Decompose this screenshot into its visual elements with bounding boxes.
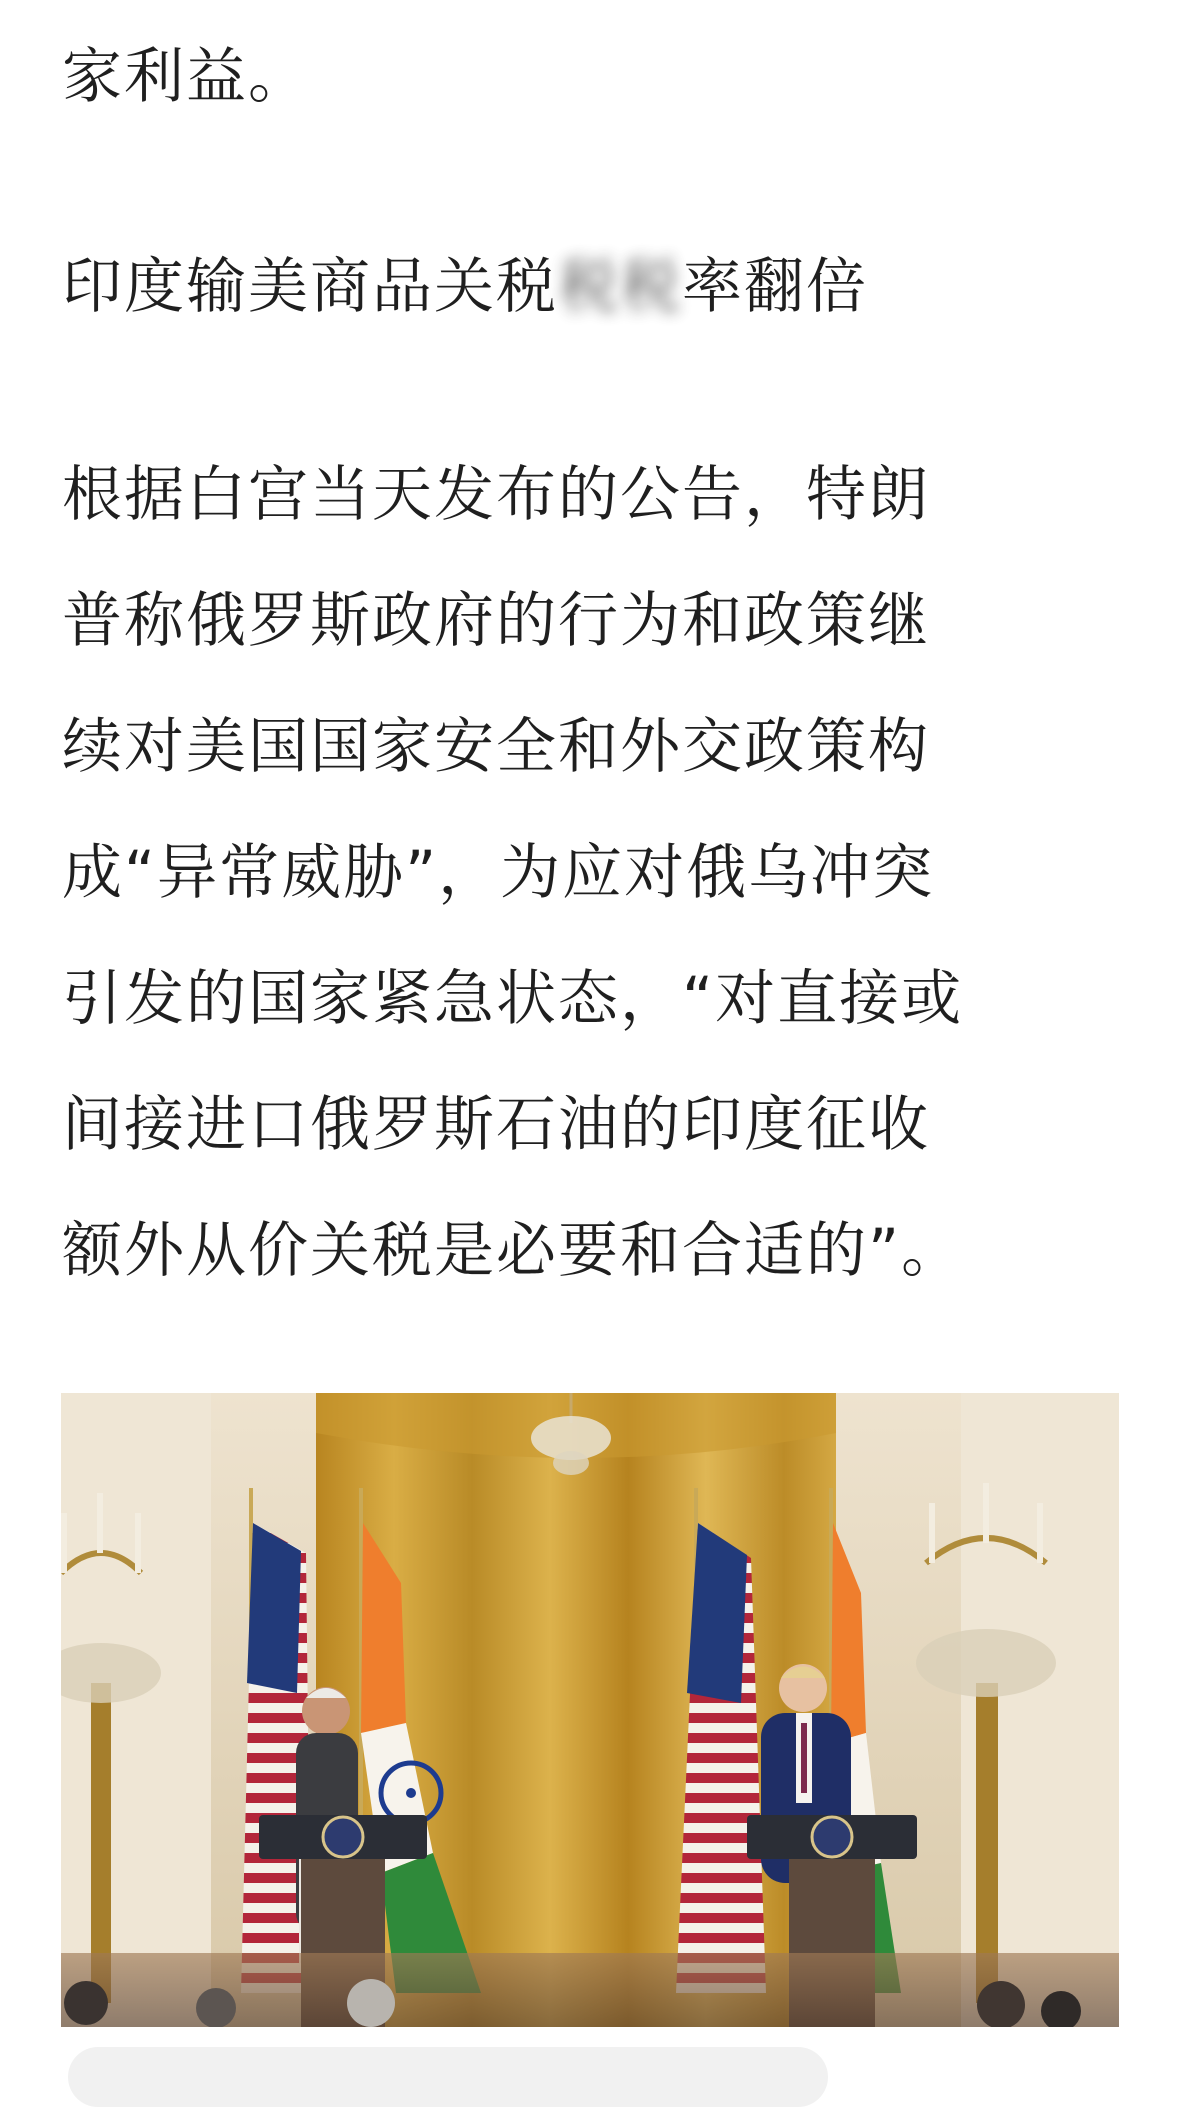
subheading-blurred-text: 税税 [558,252,682,322]
paragraph-line: 根据白宫当天发布的公告，特朗 [62,460,930,530]
bottom-card-edge [68,2047,828,2107]
press-conference-photo[interactable] [61,1393,1119,2027]
paragraph-line: 额外从价关税是必要和合适的”。 [62,1216,964,1286]
previous-paragraph-ending: 家利益。 [62,42,310,112]
presidential-seal-icon [323,1817,363,1857]
section-subheading [62,232,868,342]
paragraph-line: 续对美国国家安全和外交政策构 [62,712,930,782]
subheading-text-end: 率翻倍 [682,252,868,322]
subheading-text-start: 印度输美商品关税 [62,252,558,322]
paragraph-line: 普称俄罗斯政府的行为和政策继 [62,586,930,656]
paragraph-line: 引发的国家紧急状态，“对直接或 [62,964,964,1034]
paragraph-line: 成“异常威胁”，为应对俄乌冲突 [62,838,935,908]
article-paragraph [62,432,1122,1314]
left-wall-panel [61,1393,211,2027]
presidential-seal-icon [812,1817,852,1857]
paragraph-line: 间接进口俄罗斯石油的印度征收 [62,1090,930,1160]
press-conference-illustration [61,1393,1119,2027]
